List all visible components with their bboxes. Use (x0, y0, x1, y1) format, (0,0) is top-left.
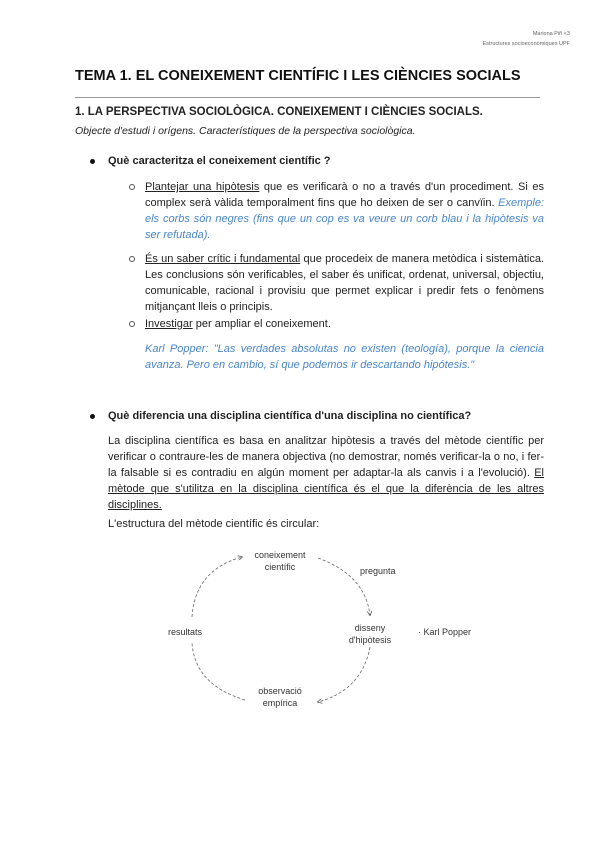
underlined-sentence: El mètode que s'utilitza en la disciplina científica és el que la diferència de les altres disciplines. (108, 467, 544, 511)
bullet-text: que es verificarà o no a través d'un procediment. Si es complex serà vàlida temporalment fins que ho deixen de ser o canvïin. (145, 181, 545, 209)
bullet-text: que procedeix de manera metòdica i sistemàtica. Les conclusions són verificables, el saber és unificat, ordenat, universal, objectiu, comunicable, racional i provisiu que permet explicar i predir fets o fenòmens mitjançant lleis o principis. (145, 253, 545, 313)
underlined-term: Investigar (145, 318, 193, 330)
underlined-term: És un saber crític i fundamental (145, 253, 301, 265)
node-results: resultats (168, 627, 203, 637)
arrow-left-top (192, 557, 242, 617)
bullet-text: per ampliar el coneixement. (192, 318, 331, 330)
node-empirical-observation: observació empírica (258, 686, 302, 708)
label-question: pregunta (360, 566, 396, 576)
quote-text: Karl Popper: "Las verdades absolutas no existen (teología), porque la ciencia avanza. Pero en cambio, sí que podemos ir descartando hipótesis." (145, 343, 544, 371)
example-text: Exemple: els corbs són negres (fins que un cop es va veure un corb blau i la hipòtesis va ser refutada). (145, 197, 544, 241)
arrow-right-bottom (318, 647, 370, 702)
node-scientific-knowledge: coneixement científic (254, 550, 306, 572)
underlined-term: Plantejar una hipòtesis (145, 181, 260, 193)
section-subtitle: Objecte d'estudi i orígens. Característiques de la perspectiva sociològica. (75, 125, 416, 137)
arrow-bottom-left (192, 643, 245, 700)
node-hypothesis-design: disseny d'hipòtesis (348, 623, 392, 645)
header-course: Estructures socioeconòmiques UPF (482, 41, 570, 47)
bullet-label: Què caracteritza el coneixement científic ? (108, 155, 331, 167)
note-karl-popper: · Karl Popper (418, 627, 472, 637)
bullet-label: Què diferencia una disciplina científica d'una disciplina no científica? (108, 410, 472, 422)
section-heading: 1. LA PERSPECTIVA SOCIOLÒGICA. CONEIXEMENT I CIÈNCIES SOCIALS. (75, 106, 483, 118)
document-title: TEMA 1. EL CONEIXEMENT CIENTÍFIC I LES CIÈNCIES SOCIALS (75, 68, 521, 84)
header-author: Mariona Piñ <3 (532, 31, 570, 37)
paragraph-text: La disciplina científica es basa en analitzar hipòtesis a través del mètode científic per verificar o contraure-les de manera objectiva (no demostrar, només verificar-la o no, i fer-la falsable si es contradiu en algún moment per adaptar-la als canvis i a l'evolució). (108, 435, 544, 479)
diagram-intro: L'estructura del mètode científic és circular: (108, 518, 320, 530)
